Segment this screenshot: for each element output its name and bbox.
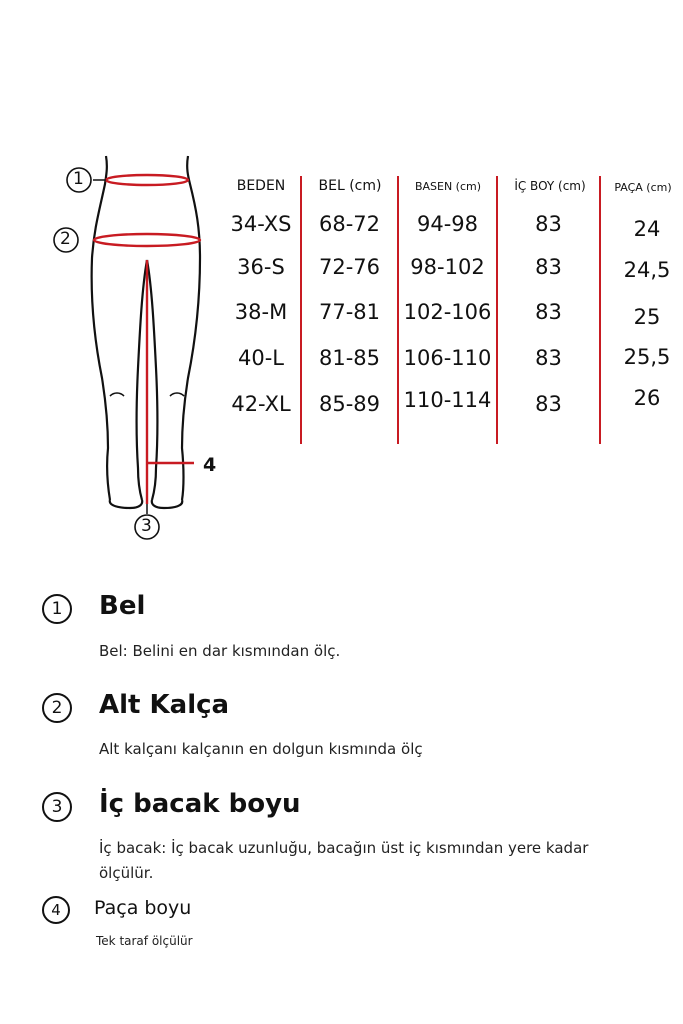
cell-paca: 25,5: [623, 345, 671, 369]
cell-basen: 94-98: [416, 212, 479, 236]
section-description: Bel: Belini en dar kısmından ölç.: [99, 642, 341, 660]
cell-ic-boy: 83: [535, 255, 562, 279]
header-basen: BASEN (cm): [414, 180, 482, 193]
waist-measure-line: [106, 175, 188, 185]
section-description: Tek taraf ölçülür: [96, 934, 193, 948]
section-title: Alt Kalça: [99, 690, 230, 720]
section-number-badge: 2: [42, 693, 72, 723]
cell-size: 34-XS: [230, 212, 292, 236]
right-leg-outer-line: [182, 156, 200, 500]
cell-paca: 24,5: [623, 258, 671, 282]
cell-paca: 26: [633, 386, 661, 410]
section-description: İç bacak: İç bacak uzunluğu, bacağın üst iç kısmından yere kadar ölçülür.: [99, 839, 589, 882]
cell-paca: 24: [633, 217, 661, 241]
marker-1-label: 1: [73, 169, 84, 189]
cell-bel: 77-81: [318, 300, 381, 324]
cell-basen: 110-114: [403, 388, 492, 412]
header-paca: PAÇA (cm): [614, 181, 672, 194]
header-beden: BEDEN: [236, 178, 286, 194]
section-number-badge: 4: [42, 896, 70, 924]
left-foot: [110, 500, 142, 508]
leggings-outline-drawing: [50, 148, 230, 548]
right-foot: [152, 500, 182, 508]
left-leg-outer-line: [92, 156, 110, 500]
cell-ic-boy: 83: [535, 212, 562, 236]
marker-2-label: 2: [60, 229, 71, 249]
section-title: İç bacak boyu: [99, 789, 301, 819]
section-title: Paça boyu: [94, 897, 192, 919]
cell-ic-boy: 83: [535, 392, 562, 416]
cell-bel: 72-76: [318, 255, 381, 279]
hip-measure-line: [94, 234, 200, 246]
leg-measurement-illustration: [50, 148, 230, 548]
cell-size: 42-XL: [231, 392, 291, 416]
section-title: Bel: [99, 591, 146, 621]
marker-3-label: 3: [141, 516, 152, 536]
cell-size: 40-L: [238, 346, 284, 370]
section-description: Alt kalçanı kalçanın en dolgun kısmında ölç: [99, 740, 423, 758]
right-knee-line: [170, 393, 184, 396]
header-ic-boy: İÇ BOY (cm): [514, 179, 586, 193]
cell-bel: 85-89: [318, 392, 381, 416]
cell-bel: 81-85: [318, 346, 381, 370]
cell-bel: 68-72: [318, 212, 381, 236]
marker-4-label: 4: [203, 454, 217, 476]
cell-basen: 102-106: [403, 300, 492, 324]
cell-size: 36-S: [237, 255, 285, 279]
cell-size: 38-M: [234, 300, 288, 324]
section-number-badge: 1: [42, 594, 72, 624]
cell-ic-boy: 83: [535, 346, 562, 370]
section-number-badge: 3: [42, 792, 72, 822]
left-knee-line: [110, 393, 124, 396]
header-bel: BEL (cm): [318, 178, 382, 194]
cell-paca: 25: [633, 305, 661, 329]
cell-ic-boy: 83: [535, 300, 562, 324]
cell-basen: 98-102: [410, 255, 485, 279]
left-leg-inner-line: [137, 260, 148, 500]
cell-basen: 106-110: [403, 346, 492, 370]
size-table: [222, 170, 683, 460]
